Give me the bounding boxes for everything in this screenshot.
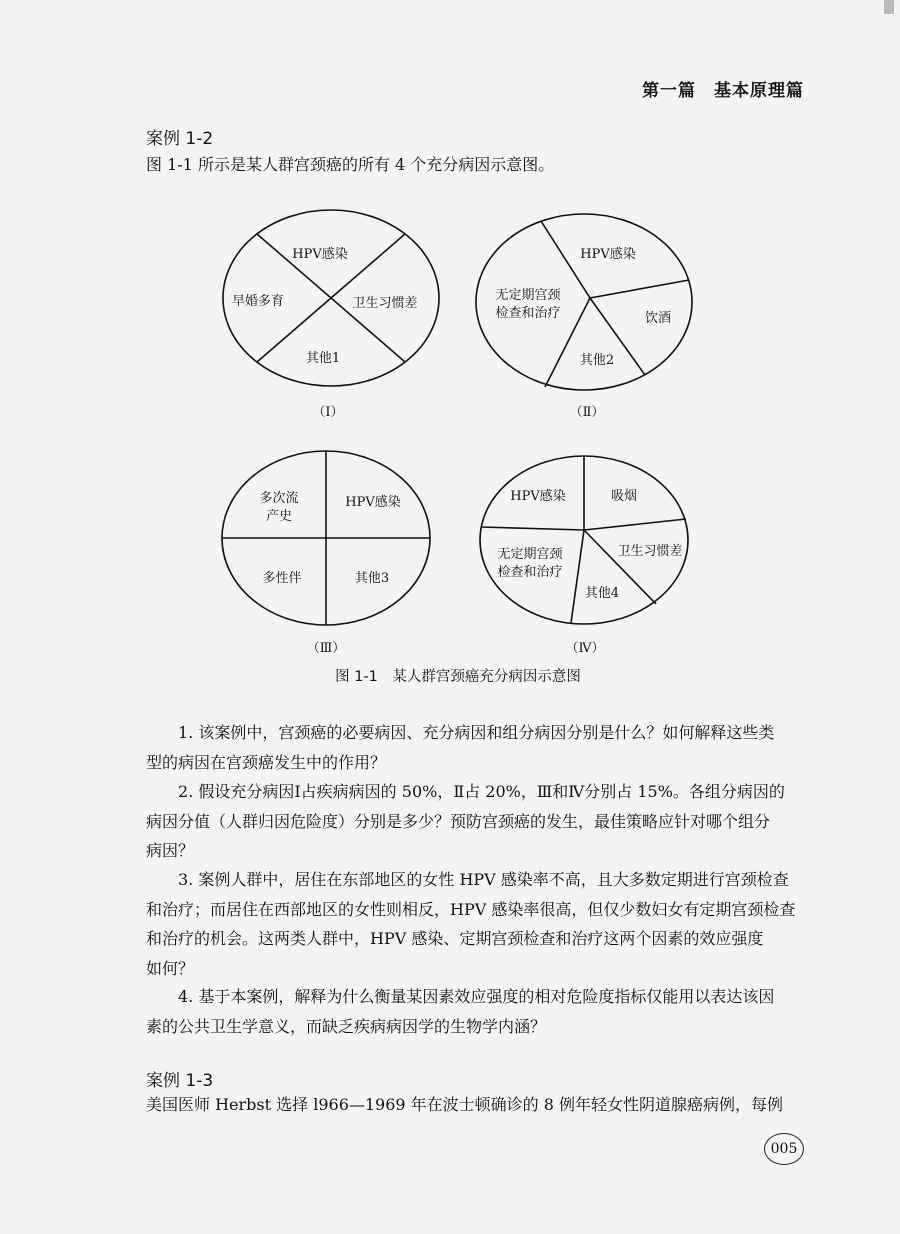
question-3-line: 如何？ <box>146 958 195 978</box>
pie-4-divider <box>481 527 584 530</box>
pie-2-label-alcohol: 饮酒 <box>644 311 672 326</box>
pie-2-label-other: 其他2 <box>579 353 615 368</box>
pie-1-label-early-marriage: 早婚多育 <box>231 294 285 309</box>
pie-3-label-partners: 多性伴 <box>262 571 302 586</box>
pie-2-label-no-screening-1: 无定期宫颈 <box>495 288 561 303</box>
question-4 <box>146 982 806 1041</box>
pie-4-caption: （Ⅳ） <box>565 641 605 656</box>
pie-1-caption: （Ⅰ） <box>312 405 344 420</box>
pie-2-label-hpv: HPV感染 <box>580 247 636 262</box>
pie-4-divider <box>571 530 584 623</box>
pie-4-label-no-screening-2: 检查和治疗 <box>497 565 563 580</box>
case-1-2-intro: 图 1-1 所示是某人群宫颈癌的所有 4 个充分病因示意图。 <box>146 155 555 174</box>
pie-3-label-hpv: HPV感染 <box>345 495 401 510</box>
pie-1-label-hygiene: 卫生习惯差 <box>352 296 418 311</box>
question-3-line: 和治疗的机会。这两类人群中，HPV 感染、定期宫颈检查和治疗这两个因素的效应强度 <box>146 929 764 948</box>
pie-4-label-smoking: 吸烟 <box>610 489 638 504</box>
pie-1-label-other: 其他1 <box>305 351 341 366</box>
pie-2-caption: （Ⅱ） <box>569 405 605 420</box>
question-3-line: 3. 案例人群中，居住在东部地区的女性 HPV 感染率不高，且大多数定期进行宫颈检查 <box>178 870 789 889</box>
pie-2-label-no-screening-2: 检查和治疗 <box>495 306 561 321</box>
pie-3-label-abortion-1: 多次流 <box>259 491 299 506</box>
question-2-line: 2. 假设充分病因Ⅰ占疾病病因的 50%，Ⅱ占 20%，Ⅲ和Ⅳ分别占 15%。各组分病因的 <box>178 782 785 801</box>
case-1-3-title: 案例 1-3 <box>146 1071 214 1091</box>
page-number: 005 <box>764 1133 804 1165</box>
pie-3-label-abortion-2: 产史 <box>265 509 293 524</box>
question-4-line: 4. 基于本案例，解释为什么衡量某因素效应强度的相对危险度指标仅能用以表达该因 <box>178 987 775 1006</box>
question-2-line: 病因？ <box>146 841 195 860</box>
pie-4-label-no-screening-1: 无定期宫颈 <box>497 547 563 562</box>
figure-caption: 图 1-1 某人群宫颈癌充分病因示意图 <box>335 669 581 685</box>
pie-3-label-other: 其他3 <box>354 571 390 586</box>
question-2-line: 病因分值（人群归因危险度）分别是多少？预防宫颈癌的发生，最佳策略应针对哪个组分 <box>146 811 771 831</box>
question-2 <box>146 777 806 866</box>
question-3 <box>146 865 806 983</box>
pie-1-label-hpv: HPV感染 <box>292 247 348 262</box>
question-1 <box>146 718 806 777</box>
pie-4-label-hygiene: 卫生习惯差 <box>617 544 683 559</box>
question-3-line: 和治疗；而居住在西部地区的女性则相反，HPV 感染率很高，但仅少数妇女有定期宫颈检查 <box>146 899 796 919</box>
case-1-3-text: 美国医师 Herbst 选择 l966—1969 年在波士顿确诊的 8 例年轻女性阴道腺癌病例，每例 <box>146 1095 784 1114</box>
running-header: 第一篇 基本原理篇 <box>642 81 804 101</box>
pie-4-label-hpv: HPV感染 <box>510 489 566 504</box>
pie-4-label-other: 其他4 <box>584 586 620 601</box>
question-4-line: 素的公共卫生学意义，而缺乏疾病病因学的生物学内涵？ <box>146 1016 547 1036</box>
question-1-line: 1. 该案例中，宫颈癌的必要病因、充分病因和组分病因分别是什么？如何解释这些类 <box>178 723 775 742</box>
case-1-2-title: 案例 1-2 <box>146 129 214 149</box>
pie-2-divider <box>590 280 689 298</box>
pie-3-caption: （Ⅲ） <box>306 641 346 656</box>
question-1-line: 型的病因在宫颈癌发生中的作用？ <box>146 752 387 772</box>
pie-4-divider <box>584 519 686 530</box>
